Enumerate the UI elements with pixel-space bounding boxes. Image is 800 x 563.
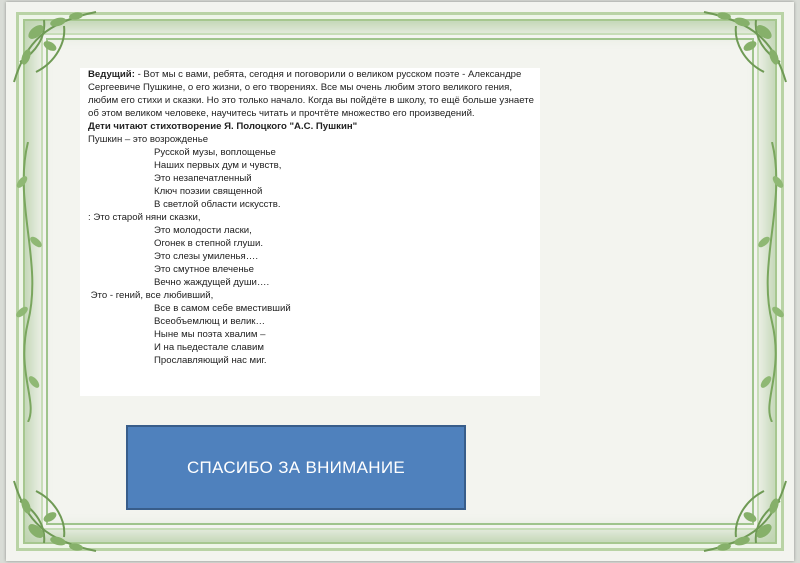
vine-ornament-right: [752, 142, 792, 422]
vine-ornament-left: [8, 142, 48, 422]
poem-line: Наших первых дум и чувств,: [154, 160, 282, 171]
poem-line: Это смутное влеченье: [154, 264, 254, 275]
poem-line: Ныне мы поэта хвалим –: [154, 329, 266, 340]
poem-line: Все в самом себе вместивший: [154, 303, 291, 314]
intro-text: - Вот мы с вами, ребята, сегодня и поговорили о великом русском поэте - Александре Сергеевиче Пушкине, о его жизни, о его творениях. Все мы очень любим этого великого гения, любим его стихи и сказки. Но это только начало. Когда вы пойдёте в школу, то ещё больше узнаете об этом великом человеке, научитесь читать и прочтёте множество его произведений.: [88, 69, 534, 119]
poem-line: : Это старой няни сказки,: [88, 212, 201, 223]
poem-line: Всеобъемлющ и велик…: [154, 316, 266, 327]
poem: [88, 133, 540, 367]
lesson-text-box: [80, 68, 540, 396]
poem-line: Вечно жаждущей души….: [154, 277, 270, 288]
poem-line: Это слезы умиленья….: [154, 251, 258, 262]
thanks-button-label: СПАСИБО ЗА ВНИМАНИЕ: [186, 457, 406, 477]
poem-line: Прославляющий нас миг.: [154, 355, 267, 366]
thanks-button[interactable]: [126, 425, 466, 510]
poem-line: Пушкин – это возрожденье: [88, 134, 209, 145]
corner-ornament-top-right: [684, 2, 794, 97]
corner-ornament-bottom-left: [6, 466, 116, 561]
presentation-slide: [6, 2, 794, 561]
corner-ornament-bottom-right: [684, 466, 794, 561]
poem-line: Это - гений, все любивший,: [88, 290, 214, 301]
poem-line: Ключ поэзии священной: [154, 186, 263, 197]
poem-line: Огонек в степной глуши.: [154, 238, 264, 249]
poem-heading: Дети читают стихотворение Я. Полоцкого "А.С. Пушкин": [88, 121, 358, 132]
poem-line: Русской музы, воплощенье: [154, 147, 276, 158]
poem-line: И на пьедестале славим: [154, 342, 264, 353]
speaker-label: Ведущий:: [88, 69, 135, 80]
poem-line: В светлой области искусств.: [154, 199, 281, 210]
intro-paragraph: [88, 68, 540, 120]
poem-line: Это незапечатленный: [154, 173, 252, 184]
poem-line: Это молодости ласки,: [154, 225, 252, 236]
